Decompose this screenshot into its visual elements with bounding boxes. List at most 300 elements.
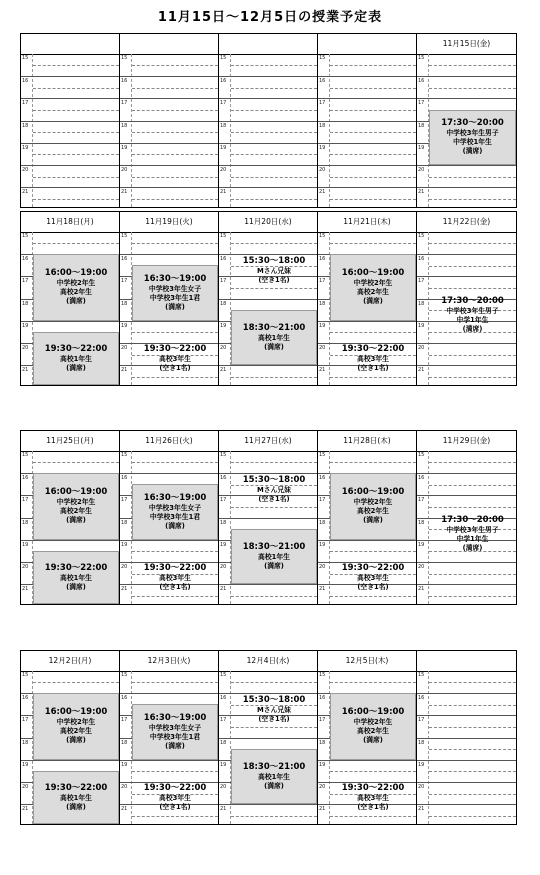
day-column [21, 34, 120, 207]
class-detail: 中学校3年生男子 [446, 526, 499, 535]
day-header: 11月29日(金) [442, 436, 491, 445]
class-detail: 中学校2年生 [353, 279, 393, 288]
half-hour-line [429, 199, 516, 200]
class-detail: (空き1名) [258, 715, 290, 724]
half-hour-line [132, 132, 218, 133]
hour-row [120, 165, 218, 187]
hour-label: 21 [22, 367, 29, 374]
day-column [120, 34, 219, 207]
class-detail: (空き1名) [357, 364, 389, 373]
hour-label: 19 [220, 322, 227, 329]
hour-row [417, 254, 516, 276]
hour-label: 16 [22, 78, 29, 85]
half-hour-line [231, 110, 317, 111]
day-header: 12月3日(火) [147, 656, 191, 665]
hour-row [120, 54, 218, 76]
half-hour-line [429, 88, 516, 89]
class-slot[interactable] [231, 462, 317, 518]
day-header: 12月5日(木) [345, 656, 389, 665]
hour-label: 17 [121, 278, 128, 285]
class-detail: 高校1年生 [60, 794, 92, 803]
hour-label: 18 [418, 519, 425, 526]
class-time: 16:00〜19:00 [341, 707, 405, 718]
half-hour-line [429, 177, 516, 178]
hour-row [318, 671, 416, 693]
hour-label: 16 [22, 695, 29, 702]
day-header: 11月19日(火) [145, 217, 193, 226]
hour-label: 15 [121, 452, 128, 458]
class-slot[interactable] [33, 332, 119, 386]
class-detail: 高校3年生 [357, 355, 389, 364]
hour-label: 15 [121, 233, 128, 239]
hour-row [318, 54, 416, 76]
hour-label: 20 [418, 784, 425, 790]
hour-row [219, 76, 317, 98]
class-slot[interactable] [132, 704, 218, 760]
hour-row [417, 584, 516, 606]
hour-row [318, 121, 416, 143]
class-detail: 高校2年生 [60, 288, 92, 297]
class-detail: 中学校2年生 [56, 718, 96, 727]
day-column [219, 431, 318, 604]
class-detail: Mさん兄妹 [257, 706, 291, 715]
week-table [20, 430, 517, 605]
half-hour-line [330, 110, 416, 111]
hour-label: 21 [220, 189, 227, 196]
hour-label: 19 [22, 322, 29, 329]
hour-label: 18 [22, 739, 29, 746]
hour-row [219, 98, 317, 120]
class-detail: 高校2年生 [357, 727, 389, 736]
class-detail: 高校3年生 [159, 574, 191, 583]
half-hour-line [330, 177, 416, 178]
hour-label: 20 [319, 784, 326, 790]
hour-label: 17 [418, 497, 425, 504]
hour-label: 17 [22, 100, 29, 107]
class-slot[interactable] [33, 771, 119, 825]
hour-row [219, 54, 317, 76]
class-slot[interactable] [132, 551, 218, 605]
half-hour-line [231, 377, 317, 378]
hour-label: 15 [418, 672, 425, 678]
hour-row [417, 671, 516, 693]
half-hour-line [132, 177, 218, 178]
hour-label: 17 [418, 100, 425, 107]
hour-label: 16 [220, 695, 227, 702]
hour-label: 18 [319, 122, 326, 129]
hour-row [120, 98, 218, 120]
hour-label: 21 [418, 586, 425, 593]
class-slot[interactable] [330, 551, 416, 605]
class-slot[interactable] [33, 551, 119, 605]
day-header [120, 34, 218, 54]
hour-row [318, 165, 416, 187]
hour-row [219, 804, 317, 826]
hour-row [21, 671, 119, 693]
class-detail: 中学校3年生男子 [446, 129, 499, 138]
half-hour-line [33, 154, 119, 155]
hour-row [219, 365, 317, 387]
class-slot[interactable] [132, 484, 218, 540]
hour-label: 21 [121, 367, 128, 374]
half-hour-line [132, 88, 218, 89]
hour-row [318, 187, 416, 209]
hour-row [219, 584, 317, 606]
hour-label: 20 [319, 167, 326, 173]
hour-label: 15 [22, 55, 29, 61]
half-hour-line [429, 65, 516, 66]
half-hour-line [33, 682, 119, 683]
day-column [417, 431, 516, 604]
day-header: 11月20日(水) [244, 217, 292, 226]
hour-label: 18 [319, 300, 326, 307]
class-detail: 中学校3年生1君 [149, 294, 201, 303]
half-hour-line [429, 771, 516, 772]
class-slot[interactable] [231, 749, 317, 805]
hour-label: 20 [22, 345, 29, 351]
class-detail: (満席) [264, 781, 284, 790]
hour-label: 20 [22, 564, 29, 570]
hour-label: 20 [220, 564, 227, 570]
class-detail: 高校1年生 [258, 552, 290, 561]
class-time: 15:30〜18:00 [242, 475, 306, 486]
class-detail: 中学校3年生1君 [149, 733, 201, 742]
hour-row [318, 98, 416, 120]
class-slot[interactable] [132, 771, 218, 825]
hour-label: 17 [418, 278, 425, 285]
class-detail: (空き1名) [159, 803, 191, 812]
hour-label: 21 [319, 806, 326, 813]
day-header: 11月27日(水) [244, 436, 292, 445]
class-detail: 中学校1年生 [453, 138, 492, 147]
hour-label: 18 [418, 739, 425, 746]
hour-label: 16 [319, 256, 326, 263]
hour-label: 16 [418, 475, 425, 482]
class-detail: 高校1年生 [60, 355, 92, 364]
class-time: 19:30〜22:00 [341, 563, 405, 574]
half-hour-line [429, 596, 516, 597]
class-slot[interactable] [330, 254, 416, 321]
hour-label: 16 [121, 695, 128, 702]
class-detail: 中学校2年生 [56, 498, 96, 507]
class-slot[interactable] [231, 682, 317, 738]
hour-label: 15 [418, 233, 425, 239]
hour-label: 19 [121, 761, 128, 768]
hour-row [417, 562, 516, 584]
hour-row [417, 365, 516, 387]
class-detail: 中学校3年生女子 [148, 724, 202, 733]
hour-row [120, 143, 218, 165]
hour-row [21, 165, 119, 187]
class-detail: 高校3年生 [357, 574, 389, 583]
hour-label: 15 [418, 452, 425, 458]
hour-row [318, 76, 416, 98]
day-column [318, 34, 417, 207]
hour-label: 19 [22, 761, 29, 768]
class-slot[interactable] [330, 332, 416, 386]
day-column [219, 34, 318, 207]
hour-label: 19 [220, 144, 227, 151]
half-hour-line [33, 65, 119, 66]
hour-label: 18 [418, 122, 425, 129]
hour-label: 21 [220, 586, 227, 593]
hour-row [417, 54, 516, 76]
class-detail: (満席) [165, 303, 185, 312]
half-hour-line [429, 727, 516, 728]
class-detail: (空き1名) [159, 364, 191, 373]
class-detail: (満席) [165, 522, 185, 531]
day-column [417, 651, 516, 824]
half-hour-line [33, 88, 119, 89]
class-time: 16:00〜19:00 [341, 487, 405, 498]
hour-label: 18 [220, 122, 227, 129]
day-column [120, 431, 219, 604]
half-hour-line [132, 110, 218, 111]
class-time: 19:30〜22:00 [44, 783, 108, 794]
hour-label: 20 [319, 564, 326, 570]
class-time: 17:30〜20:00 [441, 515, 504, 526]
class-time: 18:30〜21:00 [242, 322, 306, 333]
day-header: 11月21日(木) [343, 217, 391, 226]
page-title: 11月15日〜12月5日の授業予定表 [157, 10, 383, 25]
hour-label: 15 [22, 452, 29, 458]
class-detail: (空き1名) [258, 495, 290, 504]
hour-row [417, 76, 516, 98]
hour-row [417, 232, 516, 254]
day-column [21, 651, 120, 824]
half-hour-line [429, 794, 516, 795]
half-hour-line [330, 682, 416, 683]
hour-label: 20 [319, 345, 326, 351]
hour-label: 16 [220, 475, 227, 482]
half-hour-line [231, 177, 317, 178]
hour-row [21, 143, 119, 165]
hour-label: 15 [22, 672, 29, 678]
day-header: 11月15日(金) [442, 39, 491, 48]
hour-label: 19 [319, 144, 326, 151]
class-detail: (満席) [66, 803, 86, 812]
hour-label: 17 [22, 497, 29, 504]
week-table [20, 33, 517, 208]
hour-label: 15 [220, 55, 227, 61]
class-slot[interactable] [231, 310, 317, 366]
class-detail: 中学校2年生 [56, 279, 96, 288]
class-slot[interactable] [429, 288, 516, 344]
hour-row [219, 187, 317, 209]
hour-label: 16 [121, 256, 128, 263]
class-time: 19:30〜22:00 [341, 344, 405, 355]
hour-label: 17 [418, 717, 425, 724]
class-detail: 中学1年生 [456, 316, 489, 325]
hour-label: 21 [319, 586, 326, 593]
day-column [417, 34, 516, 207]
class-time: 16:30〜19:00 [143, 493, 207, 504]
class-detail: 高校1年生 [258, 772, 290, 781]
class-detail: (満席) [363, 297, 383, 306]
hour-label: 19 [319, 541, 326, 548]
class-detail: 中学校3年生1君 [149, 513, 201, 522]
hour-label: 21 [418, 367, 425, 374]
hour-label: 17 [319, 717, 326, 724]
half-hour-line [132, 199, 218, 200]
hour-label: 21 [418, 806, 425, 813]
class-time: 19:30〜22:00 [341, 783, 405, 794]
day-header: 12月2日(月) [48, 656, 92, 665]
hour-label: 20 [220, 167, 227, 173]
hour-label: 21 [121, 586, 128, 593]
hour-row [417, 715, 516, 737]
half-hour-line [330, 154, 416, 155]
half-hour-line [33, 462, 119, 463]
class-slot[interactable] [429, 110, 516, 166]
hour-label: 20 [220, 784, 227, 790]
class-detail: (満席) [363, 516, 383, 525]
hour-label: 15 [418, 55, 425, 61]
hour-label: 15 [22, 233, 29, 239]
class-time: 15:30〜18:00 [242, 695, 306, 706]
class-detail: 中学校2年生 [353, 718, 393, 727]
hour-label: 15 [121, 672, 128, 678]
class-detail: 高校3年生 [159, 794, 191, 803]
hour-label: 21 [220, 367, 227, 374]
half-hour-line [330, 243, 416, 244]
class-slot[interactable] [132, 332, 218, 386]
half-hour-line [429, 574, 516, 575]
class-detail: (満席) [66, 516, 86, 525]
hour-row [120, 76, 218, 98]
class-slot[interactable] [429, 507, 516, 563]
hour-label: 18 [22, 300, 29, 307]
half-hour-line [132, 243, 218, 244]
hour-row [120, 232, 218, 254]
hour-row [21, 54, 119, 76]
day-column [219, 212, 318, 385]
class-time: 19:30〜22:00 [143, 783, 207, 794]
class-detail: 中学校3年生女子 [148, 504, 202, 513]
class-detail: (空き1名) [357, 803, 389, 812]
hour-label: 19 [418, 541, 425, 548]
class-time: 16:30〜19:00 [143, 274, 207, 285]
class-detail: 高校3年生 [357, 794, 389, 803]
hour-row [417, 804, 516, 826]
hour-label: 18 [121, 519, 128, 526]
hour-row [120, 121, 218, 143]
hour-label: 16 [418, 78, 425, 85]
hour-label: 19 [220, 541, 227, 548]
class-detail: (満席) [462, 325, 483, 334]
hour-label: 16 [121, 78, 128, 85]
class-time: 17:30〜20:00 [441, 118, 504, 129]
class-slot[interactable] [231, 243, 317, 299]
hour-row [417, 165, 516, 187]
hour-label: 16 [22, 256, 29, 263]
class-slot[interactable] [132, 265, 218, 321]
hour-label: 18 [319, 739, 326, 746]
hour-label: 21 [22, 806, 29, 813]
class-slot[interactable] [330, 771, 416, 825]
hour-label: 17 [22, 278, 29, 285]
class-slot[interactable] [33, 693, 119, 760]
hour-label: 19 [22, 541, 29, 548]
hour-label: 20 [418, 564, 425, 570]
hour-row [120, 671, 218, 693]
hour-label: 17 [121, 100, 128, 107]
class-detail: 高校2年生 [357, 288, 389, 297]
hour-label: 18 [22, 122, 29, 129]
half-hour-line [330, 462, 416, 463]
hour-row [417, 693, 516, 715]
class-detail: 中学校3年生女子 [148, 285, 202, 294]
class-detail: (満席) [264, 561, 284, 570]
day-header [219, 34, 317, 54]
hour-label: 20 [121, 784, 128, 790]
hour-label: 18 [220, 300, 227, 307]
hour-label: 17 [121, 497, 128, 504]
day-column [120, 651, 219, 824]
hour-row [21, 187, 119, 209]
class-detail: (満席) [165, 742, 185, 751]
half-hour-line [33, 243, 119, 244]
hour-label: 19 [418, 761, 425, 768]
class-detail: 中学1年生 [456, 535, 489, 544]
class-detail: (満席) [363, 736, 383, 745]
half-hour-line [33, 177, 119, 178]
class-slot[interactable] [33, 254, 119, 321]
half-hour-line [132, 462, 218, 463]
hour-row [219, 143, 317, 165]
class-time: 18:30〜21:00 [242, 541, 306, 552]
hour-label: 21 [121, 189, 128, 196]
half-hour-line [231, 596, 317, 597]
day-header: 11月18日(月) [46, 217, 94, 226]
hour-row [417, 738, 516, 760]
hour-label: 21 [22, 189, 29, 196]
week-table [20, 650, 517, 825]
day-column [318, 651, 417, 824]
class-time: 19:30〜22:00 [44, 344, 108, 355]
half-hour-line [231, 154, 317, 155]
class-detail: (空き1名) [357, 583, 389, 592]
class-time: 16:30〜19:00 [143, 713, 207, 724]
hour-label: 18 [319, 519, 326, 526]
class-time: 16:00〜19:00 [44, 268, 108, 279]
class-detail: 中学校3年生男子 [446, 307, 499, 316]
hour-label: 20 [121, 167, 128, 173]
day-header: 12月4日(水) [246, 656, 290, 665]
hour-label: 16 [319, 78, 326, 85]
class-time: 15:30〜18:00 [242, 256, 306, 267]
hour-label: 19 [418, 322, 425, 329]
class-detail: Mさん兄妹 [257, 267, 291, 276]
class-slot[interactable] [33, 473, 119, 540]
class-slot[interactable] [231, 529, 317, 585]
class-time: 17:30〜20:00 [441, 296, 504, 307]
class-detail: Mさん兄妹 [257, 486, 291, 495]
day-header: 11月22日(金) [442, 217, 491, 226]
hour-label: 16 [319, 475, 326, 482]
class-detail: (満席) [66, 297, 86, 306]
hour-row [417, 782, 516, 804]
hour-label: 19 [220, 761, 227, 768]
hour-label: 21 [418, 189, 425, 196]
class-detail: 中学校2年生 [353, 498, 393, 507]
class-slot[interactable] [330, 473, 416, 540]
day-header: 11月26日(火) [145, 436, 193, 445]
class-time: 19:30〜22:00 [143, 563, 207, 574]
class-slot[interactable] [330, 693, 416, 760]
hour-label: 20 [220, 345, 227, 351]
half-hour-line [429, 462, 516, 463]
